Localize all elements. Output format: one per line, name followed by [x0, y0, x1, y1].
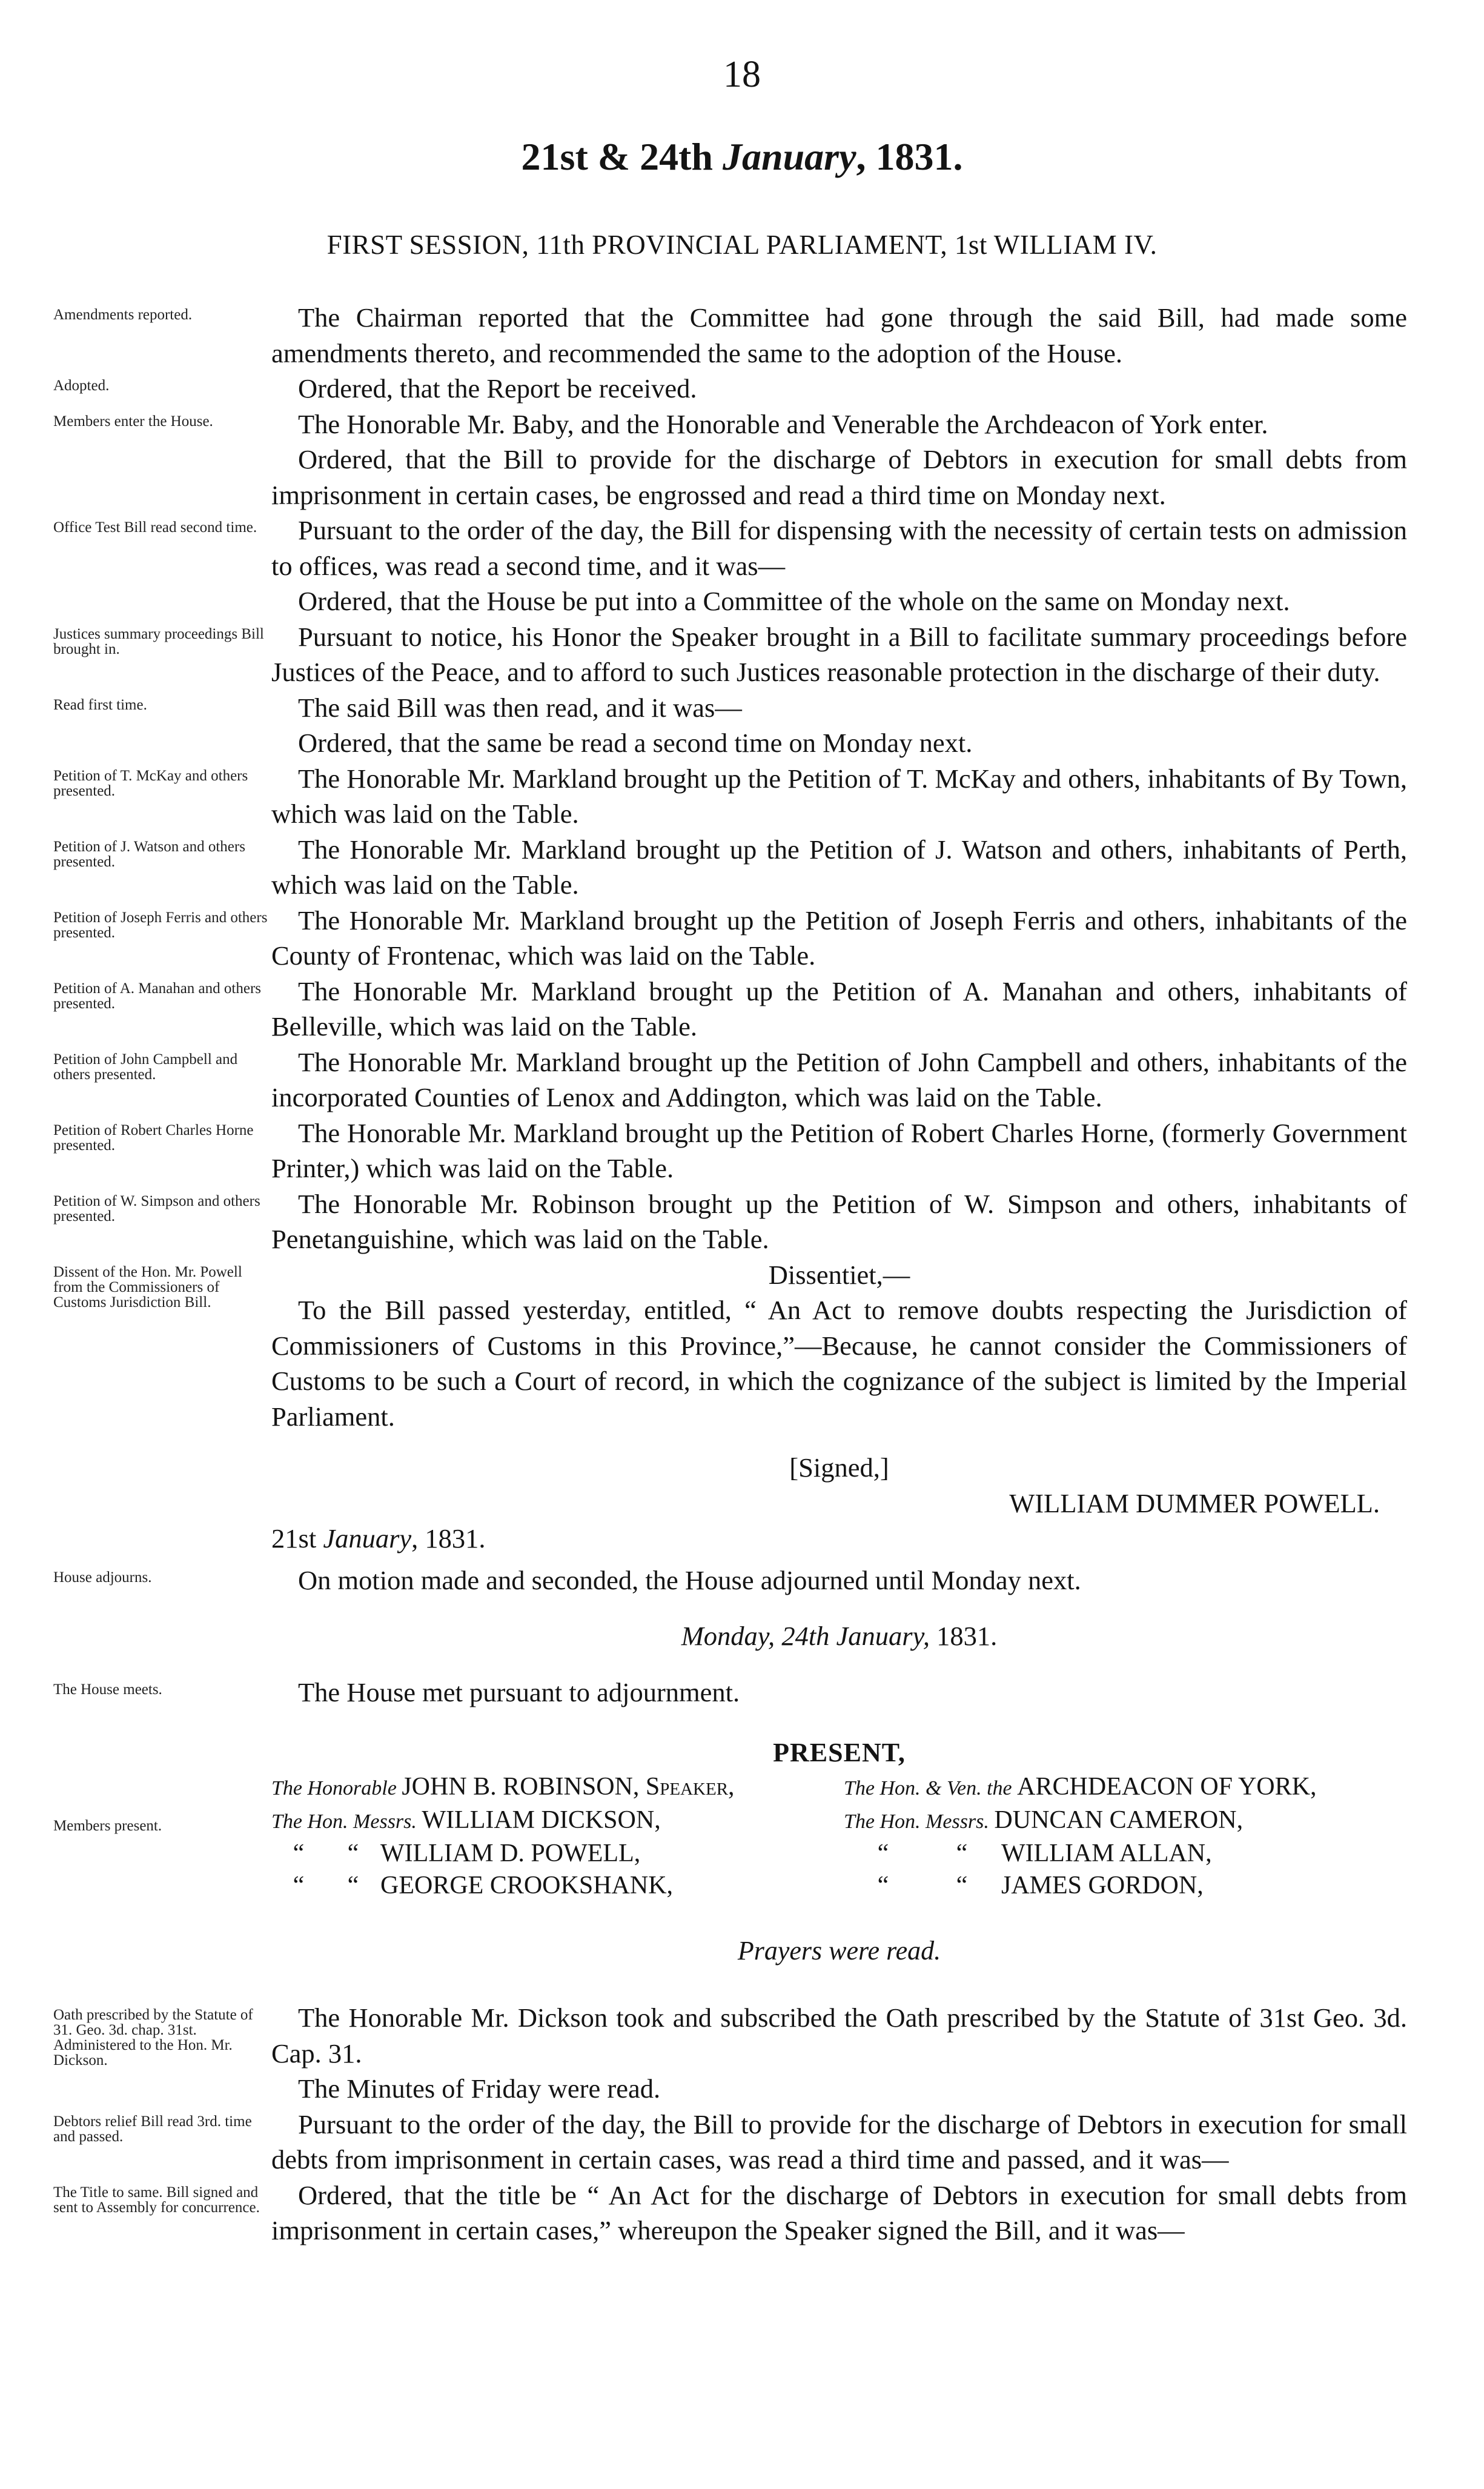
entry-justices-bill: [53, 619, 1407, 690]
margin-note: Oath prescribed by the Statute of 31. Geo. 3d. chap. 31st. Administered to the Hon. Mr. Dickson.: [53, 2007, 253, 2069]
entry-members-enter: [53, 407, 1407, 513]
entry-adopted: [53, 371, 1407, 407]
paragraph: Ordered, that the title be “ An Act for the discharge of Debtors in execution for small debts from imprisonment in certain cases,” whereupon the Speaker signed the Bill, and it was—: [271, 2179, 1407, 2245]
date-title-month: January: [722, 135, 856, 178]
member-role: Speaker,: [645, 1772, 735, 1801]
entry-petition-ferris: [53, 903, 1407, 974]
entry-read-first-time: [53, 690, 1407, 761]
paragraph: The Honorable Mr. Markland brought up the Petition of Robert Charles Horne, (formerly Government Printer,) which was laid on the Table.: [271, 1117, 1407, 1183]
ditto-mark: “: [956, 1871, 968, 1899]
entry-petition-campbell: [53, 1045, 1407, 1115]
entry-petition-manahan: [53, 974, 1407, 1045]
present-heading-row: [53, 1730, 1407, 1771]
entry-members-present: [53, 1771, 1407, 1902]
margin-note: The House meets.: [53, 1681, 162, 1698]
margin-note: Petition of Robert Charles Horne presented.: [53, 1122, 254, 1154]
date-title-post: , 1831.: [856, 135, 963, 178]
present-heading: PRESENT,: [773, 1738, 906, 1767]
present-row: [271, 1870, 1407, 1902]
margin-note: Justices summary proceedings Bill brought in.: [53, 625, 264, 657]
margin-note: Members enter the House.: [53, 413, 213, 430]
monday-day: Monday,: [681, 1621, 775, 1651]
signature-date-day: 21st: [271, 1523, 323, 1554]
prayers-line: Prayers were read.: [737, 1935, 941, 1966]
members-present-list: [271, 1771, 1407, 1902]
entry-debtors-bill-passed: [53, 2107, 1407, 2178]
margin-note: Petition of W. Simpson and others presented.: [53, 1192, 260, 1225]
margin-spacer: [53, 1933, 271, 1969]
signature-name: WILLIAM DUMMER POWELL.: [1009, 1487, 1380, 1518]
monday-heading: [271, 1618, 1407, 1654]
ditto-mark: “: [347, 1871, 359, 1899]
title-prefix: The Hon. & Ven. the: [844, 1776, 1018, 1799]
entry-dissent-powell: [53, 1257, 1407, 1557]
entry-house-adjourns: [53, 1563, 1407, 1598]
title-prefix: The Hon. Messrs.: [844, 1810, 995, 1833]
entry-amendments-reported: [53, 300, 1407, 371]
ditto-mark: “: [347, 1839, 359, 1867]
member-name: WILLIAM DICKSON,: [422, 1806, 661, 1834]
paragraph: Pursuant to the order of the day, the Bill for dispensing with the necessity of certain tests on admission to offices, was read a second time, and it was—: [271, 515, 1407, 581]
paragraph: Ordered, that the Report be received.: [298, 373, 697, 404]
margin-note: Office Test Bill read second time.: [53, 519, 257, 536]
paragraph: The Honorable Mr. Robinson brought up the Petition of W. Simpson and others, inhabitants of Penetanguishine, which was laid on the Table.: [271, 1188, 1407, 1254]
ditto-mark: “: [877, 1839, 889, 1867]
margin-spacer: [53, 1730, 271, 1771]
margin-note: Amendments reported.: [53, 307, 193, 323]
paragraph: The Honorable Mr. Markland brought up the Petition of A. Manahan and others, inhabitants of Belleville, which was laid on the Table.: [271, 975, 1407, 1042]
paragraph: The Honorable Mr. Markland brought up the Petition of T. McKay and others, inhabitants of By Town, which was laid on the Table.: [271, 763, 1407, 829]
margin-note: Petition of John Campbell and others presented.: [53, 1051, 238, 1083]
paragraph: The Honorable Mr. Markland brought up the Petition of John Campbell and others, inhabitants of the incorporated Counties of Lenox and Addington, which was laid on the Table.: [271, 1046, 1407, 1112]
margin-note: The Title to same. Bill signed and sent to Assembly for concurrence.: [53, 2184, 260, 2216]
paragraph: The House met pursuant to adjournment.: [298, 1677, 740, 1707]
margin-note: Petition of Joseph Ferris and others presented.: [53, 909, 268, 941]
date-title-pre: 21st & 24th: [521, 135, 723, 178]
margin-note: Petition of J. Watson and others presented.: [53, 838, 245, 870]
member-name: DUNCAN CAMERON,: [994, 1806, 1244, 1834]
margin-spacer: [53, 1618, 271, 1654]
member-name: GEORGE CROOKSHANK,: [380, 1871, 674, 1899]
entry-house-meets: [53, 1675, 1407, 1710]
margin-note: Debtors relief Bill read 3rd. time and passed.: [53, 2113, 252, 2145]
margin-note: House adjourns.: [53, 1569, 152, 1586]
title-prefix: The Honorable: [271, 1776, 402, 1799]
margin-note: Petition of T. McKay and others presented.: [53, 767, 248, 799]
entry-title-bill-sent: [53, 2178, 1407, 2248]
paragraph: Ordered, that the same be read a second time on Monday next.: [298, 728, 973, 758]
entry-petition-mckay: [53, 761, 1407, 832]
paragraph: The Honorable Mr. Dickson took and subscribed the Oath prescribed by the Statute of 31st Geo. 3d. Cap. 31.: [271, 2002, 1407, 2069]
paragraph: Ordered, that the House be put into a Committee of the whole on the same on Monday next.: [298, 586, 1290, 616]
entry-petition-simpson: [53, 1186, 1407, 1257]
paragraph: On motion made and seconded, the House adjourned until Monday next.: [298, 1564, 1081, 1595]
signature-date: [271, 1521, 1407, 1557]
present-row: [271, 1771, 1407, 1804]
member-name: WILLIAM D. POWELL,: [380, 1839, 641, 1867]
ditto-mark: “: [293, 1839, 305, 1867]
title-prefix: The Hon. Messrs.: [271, 1810, 422, 1833]
present-row: [271, 1838, 1407, 1870]
prayers-row: [53, 1933, 1407, 1969]
monday-heading-row: [53, 1618, 1407, 1654]
member-name: JAMES GORDON,: [1001, 1871, 1204, 1899]
page-date-title: [0, 135, 1484, 179]
paragraph: Pursuant to the order of the day, the Bill to provide for the discharge of Debtors in execution for small debts from imprisonment in certain cases, was read a third time and passed, and it was—: [271, 2109, 1407, 2175]
paragraph: Ordered, that the Bill to provide for the discharge of Debtors in execution for small debts from imprisonment in certain cases, be engrossed and read a third time on Monday next.: [271, 444, 1407, 510]
entry-office-test-bill: [53, 513, 1407, 619]
paragraph: The Honorable Mr. Baby, and the Honorable and Venerable the Archdeacon of York enter.: [298, 408, 1268, 439]
paragraph: The said Bill was then read, and it was—: [298, 692, 742, 723]
monday-year: 1831.: [936, 1621, 998, 1651]
member-name: ARCHDEACON OF YORK,: [1017, 1772, 1317, 1801]
ditto-mark: “: [956, 1839, 968, 1867]
margin-note: Dissent of the Hon. Mr. Powell from the Commissioners of Customs Jurisdiction Bill.: [53, 1263, 242, 1311]
present-row: [271, 1804, 1407, 1838]
entry-oath-dickson: [53, 2000, 1407, 2107]
paragraph: To the Bill passed yesterday, entitled, “ An Act to remove doubts respecting the Jurisdiction of Commissioners of Customs in this Province,”—Because, he cannot consider the Commissioners of Customs to be such a Court of record, in which the cognizance of the subject is limited by the Imperial Parliament.: [271, 1295, 1407, 1432]
paragraph: The Honorable Mr. Markland brought up the Petition of Joseph Ferris and others, inhabitants of the County of Frontenac, which was laid on the Table.: [271, 905, 1407, 971]
signature-date-month: January: [323, 1523, 412, 1554]
member-name: WILLIAM ALLAN,: [1001, 1839, 1212, 1867]
margin-note: Read first time.: [53, 696, 147, 713]
entry-petition-watson: [53, 832, 1407, 903]
margin-note: Adopted.: [53, 377, 110, 394]
monday-date: 24th January,: [775, 1621, 937, 1651]
paragraph: The Honorable Mr. Markland brought up the Petition of J. Watson and others, inhabitants of Perth, which was laid on the Table.: [271, 834, 1407, 900]
margin-note: Petition of A. Manahan and others presented.: [53, 980, 261, 1012]
margin-note: Members present.: [53, 1817, 162, 1834]
ditto-mark: “: [293, 1871, 305, 1899]
ditto-mark: “: [877, 1871, 889, 1899]
page-number: 18: [723, 54, 761, 95]
session-heading: FIRST SESSION, 11th PROVINCIAL PARLIAMENT, 1st WILLIAM IV.: [326, 230, 1158, 260]
signature-date-year: , 1831.: [411, 1523, 486, 1554]
paragraph: The Minutes of Friday were read.: [298, 2073, 661, 2104]
paragraph: The Chairman reported that the Committee had gone through the said Bill, had made some amendments thereto, and recommended the same to the adoption of the House.: [271, 302, 1407, 368]
dissentiet-line: Dissentiet,—: [768, 1259, 910, 1290]
member-name: JOHN B. ROBINSON,: [402, 1772, 646, 1801]
entry-petition-horne: [53, 1115, 1407, 1186]
signed-line: [Signed,]: [789, 1452, 889, 1483]
journal-body: [53, 300, 1407, 2248]
paragraph: Pursuant to notice, his Honor the Speaker brought in a Bill to facilitate summary proceedings before Justices of the Peace, and to afford to such Justices reasonable protection in the discharge of their duty.: [271, 621, 1407, 687]
